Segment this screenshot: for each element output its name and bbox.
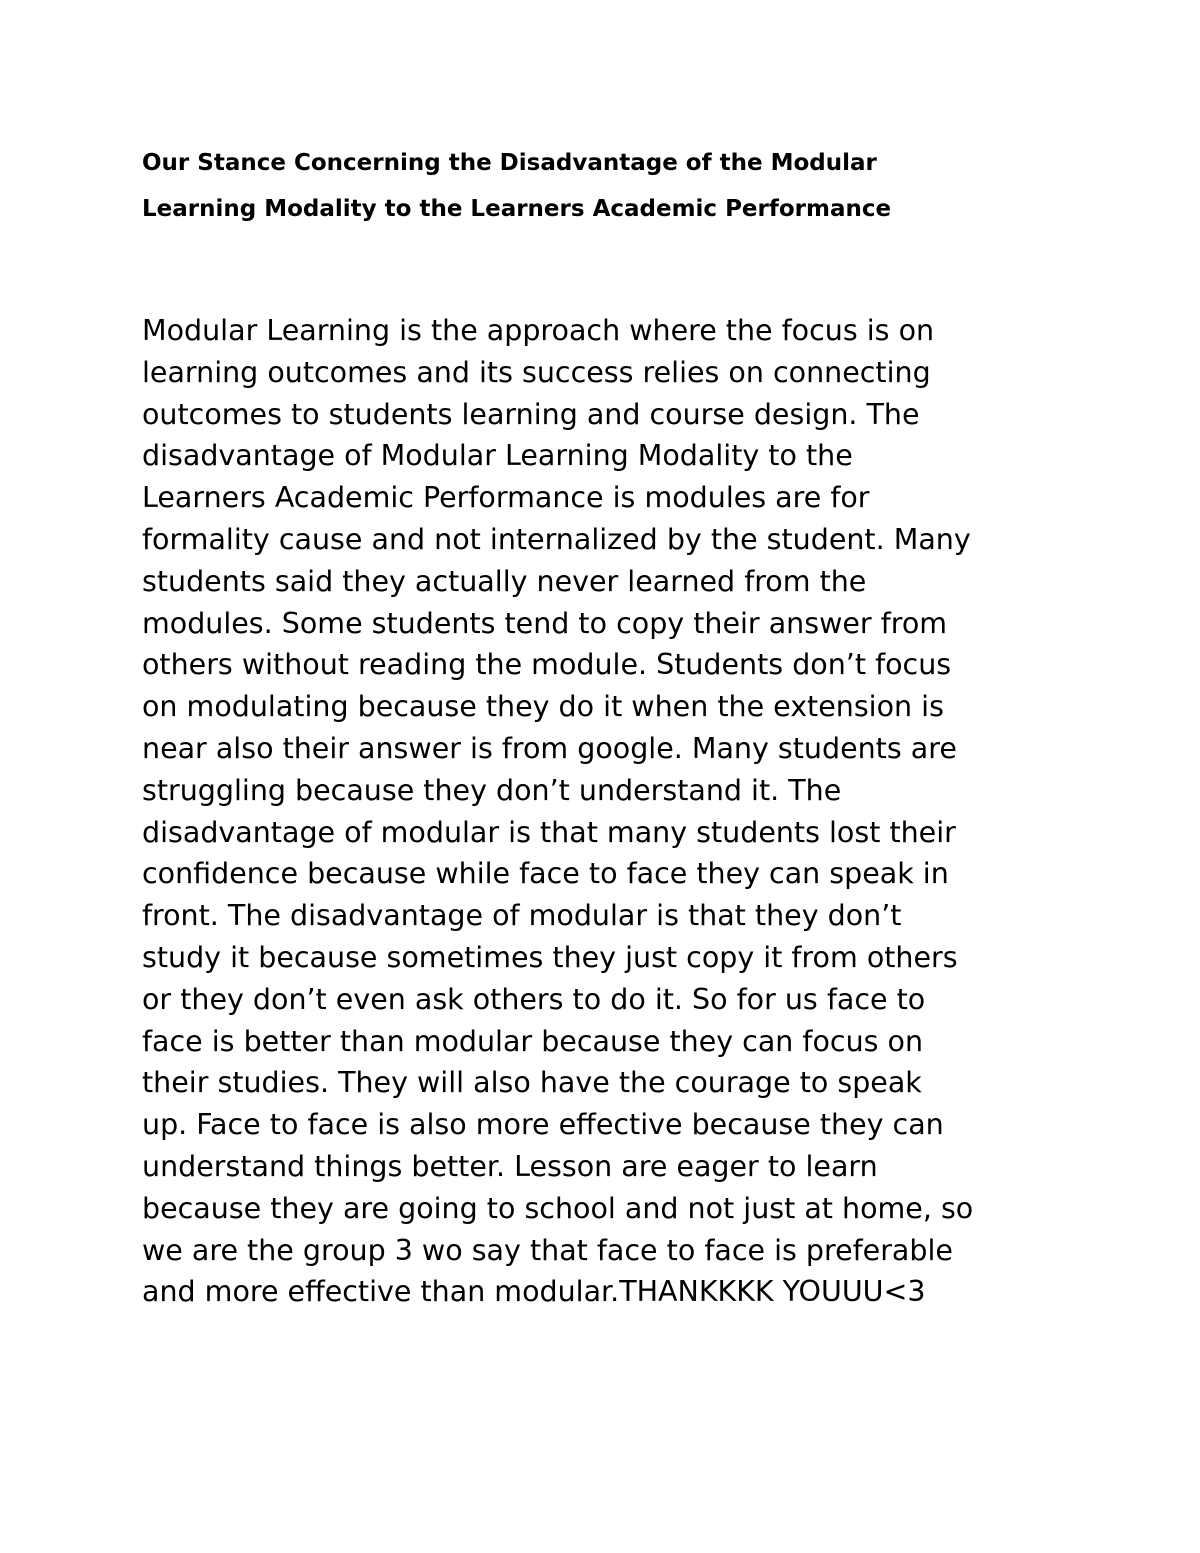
body-line: study it because sometimes they just copy it from others [142,940,958,974]
body-line: their studies. They will also have the courage to speak [142,1066,922,1100]
body-line: learning outcomes and its success relies on connecting [142,355,931,389]
body-line: because they are going to school and not just at home, so [142,1191,974,1225]
body-line: and more effective than modular.THANKKKK YOUUU<3 [142,1275,926,1309]
body-line: others without reading the module. Students don’t focus [142,648,952,682]
body-line: on modulating because they do it when the extension is [142,690,944,724]
document-body [142,310,1082,1313]
body-line: understand things better. Lesson are eager to learn [142,1149,878,1183]
body-line: Learners Academic Performance is modules are for [142,481,870,515]
body-line: Modular Learning is the approach where the focus is on [142,314,935,347]
body-line: formality cause and not internalized by the student. Many [142,522,971,556]
body-line: outcomes to students learning and course design. The [142,397,920,431]
body-line: students said they actually never learned from the [142,564,867,598]
body-line: or they don’t even ask others to do it. So for us face to [142,982,926,1016]
title-line: Our Stance Concerning the Disadvantage of the Modular [142,150,877,176]
body-line: confidence because while face to face they can speak in [142,857,949,891]
body-line: struggling because they don’t understand it. The [142,773,842,807]
body-line: disadvantage of Modular Learning Modality to the [142,439,853,473]
document-title [142,140,1072,232]
body-line: modules. Some students tend to copy their answer from [142,606,948,640]
body-line: front. The disadvantage of modular is that they don’t [142,899,902,933]
body-line: face is better than modular because they can focus on [142,1024,924,1058]
title-line: Learning Modality to the Learners Academic Performance [142,196,892,222]
body-line: we are the group 3 wo say that face to face is preferable [142,1233,953,1267]
body-line: near also their answer is from google. Many students are [142,731,957,765]
body-line: up. Face to face is also more effective because they can [142,1108,944,1142]
body-line: disadvantage of modular is that many students lost their [142,815,956,849]
